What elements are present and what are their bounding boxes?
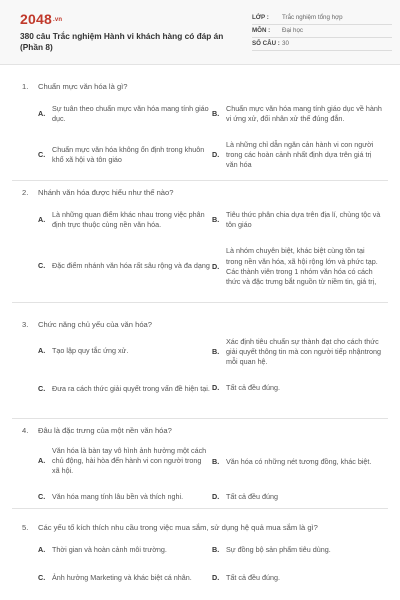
question-text: Đâu là đặc trưng của một nền văn hóa? bbox=[38, 426, 172, 435]
question-divider bbox=[12, 508, 388, 509]
option-text: Tiêu thức phân chia dựa trên địa lí, chủng tộc và tôn giáo bbox=[226, 209, 381, 229]
option-text: Thời gian và hoàn cảnh môi trường. bbox=[52, 544, 167, 554]
option-text: Tất cả đều đúng. bbox=[226, 572, 280, 582]
option-d[interactable] bbox=[212, 137, 382, 173]
option-text: Là nhóm chuyên biệt, khác biệt cùng tồn tại trong nền văn hóa, xã hội rộng lớn và phức tạp. Các thành viên trong 1 nhóm văn hóa có cách thức và đặc trưng bắt nguồn từ niềm tin, giá trị, bbox=[226, 246, 378, 287]
option-letter: C. bbox=[38, 572, 46, 582]
option-a[interactable] bbox=[38, 344, 210, 358]
question-number: 4. bbox=[22, 426, 29, 435]
option-d[interactable] bbox=[212, 240, 382, 294]
question-divider bbox=[12, 180, 388, 181]
option-c[interactable] bbox=[38, 252, 210, 280]
option-text: Chuẩn mực văn hóa không ổn định trong khuôn khổ xã hội và tôn giáo bbox=[52, 144, 205, 164]
question-number: 2. bbox=[22, 188, 29, 197]
meta-row-class bbox=[252, 12, 392, 25]
question-number: 5. bbox=[22, 523, 29, 532]
meta-key: LỚP : bbox=[252, 14, 269, 21]
option-a[interactable] bbox=[38, 206, 210, 234]
option-letter: D. bbox=[212, 149, 220, 159]
option-text: Văn hóa có những nét tương đồng, khác biệt. bbox=[226, 456, 372, 466]
option-text: Văn hóa mang tính lâu bền và thích nghi. bbox=[52, 491, 184, 501]
option-a[interactable] bbox=[38, 100, 210, 128]
option-text: Chuẩn mực văn hóa mang tính giáo dục về hành vi ứng xử, đối nhân xử thế đúng đắn. bbox=[226, 103, 382, 123]
meta-value: 30 bbox=[282, 40, 289, 47]
option-letter: D. bbox=[212, 382, 220, 392]
option-d[interactable] bbox=[212, 490, 382, 504]
option-text: Tất cả đều đúng. bbox=[226, 382, 280, 392]
option-c[interactable] bbox=[38, 490, 210, 504]
meta-value: Đại học bbox=[282, 27, 303, 34]
option-letter: C. bbox=[38, 491, 46, 501]
option-a[interactable] bbox=[38, 444, 210, 478]
option-text: Văn hóa là bàn tay vô hình ảnh hưởng một cách chủ động, hài hòa đến hành vi con người trong xã hội. bbox=[52, 445, 207, 476]
document-header bbox=[0, 0, 400, 65]
meta-value: Trắc nghiệm tổng hợp bbox=[282, 14, 343, 21]
option-letter: B. bbox=[212, 108, 220, 118]
meta-row-count bbox=[252, 38, 392, 51]
option-text: Đặc điểm nhánh văn hóa rất sâu rộng và đa dạng bbox=[52, 260, 210, 270]
option-a[interactable] bbox=[38, 543, 210, 557]
option-letter: A. bbox=[38, 544, 46, 554]
option-text: Sự tuân theo chuẩn mực văn hóa mang tính giáo dục. bbox=[52, 103, 209, 123]
option-text: Sự đồng bộ sản phẩm tiêu dùng. bbox=[226, 544, 331, 554]
logo-domain: .vn bbox=[52, 17, 63, 24]
option-text: Là những chỉ dẫn ngăn cản hành vi con người trong các hoàn cảnh nhất định dựa trên giá trị văn hóa bbox=[226, 139, 374, 170]
option-text: Ảnh hưởng Marketing và khác biệt cá nhân. bbox=[52, 572, 192, 582]
question-text: Các yếu tố kích thích nhu cầu trong việc mua sắm, sử dụng hệ quả mua sắm là gì? bbox=[38, 523, 318, 532]
document-title: 380 câu Trắc nghiệm Hành vi khách hàng có đáp án (Phần 8) bbox=[20, 31, 224, 52]
option-c[interactable] bbox=[38, 375, 210, 403]
question-number: 3. bbox=[22, 320, 29, 329]
option-letter: C. bbox=[38, 149, 46, 159]
option-c[interactable] bbox=[38, 139, 210, 171]
option-letter: B. bbox=[212, 544, 220, 554]
option-letter: D. bbox=[212, 261, 220, 271]
option-text: Đưa ra cách thức giải quyết trong vấn đề hiện tại. bbox=[52, 383, 210, 393]
option-letter: A. bbox=[38, 108, 46, 118]
option-text: Tất cả đều đúng bbox=[226, 491, 278, 501]
option-letter: D. bbox=[212, 572, 220, 582]
question-text: Chuẩn mực văn hóa là gì? bbox=[38, 82, 128, 91]
question-list bbox=[0, 64, 400, 600]
site-logo[interactable] bbox=[20, 11, 62, 28]
option-letter: A. bbox=[38, 455, 46, 465]
option-letter: B. bbox=[212, 214, 220, 224]
option-letter: B. bbox=[212, 456, 220, 466]
question-text: Nhánh văn hóa được hiểu như thế nào? bbox=[38, 188, 174, 197]
option-letter: B. bbox=[212, 346, 220, 356]
option-text: Xác định tiêu chuẩn sự thành đạt cho cách thức giải quyết thông tin mà con người tiếp nhậntrong mỗi quan hệ. bbox=[226, 336, 381, 367]
question-text: Chức năng chủ yếu của văn hóa? bbox=[38, 320, 153, 329]
document-meta bbox=[252, 12, 392, 51]
logo-text: 2048 bbox=[20, 11, 52, 27]
option-letter: A. bbox=[38, 214, 46, 224]
option-d[interactable] bbox=[212, 381, 382, 395]
option-letter: C. bbox=[38, 383, 46, 393]
question-divider bbox=[12, 418, 388, 419]
option-b[interactable] bbox=[212, 336, 382, 368]
option-letter: A. bbox=[38, 345, 46, 355]
question-number: 1. bbox=[22, 82, 29, 91]
option-letter: C. bbox=[38, 260, 46, 270]
option-b[interactable] bbox=[212, 543, 382, 557]
option-text: Tạo lập quy tắc ứng xử. bbox=[52, 345, 129, 355]
meta-row-subject bbox=[252, 25, 392, 38]
option-b[interactable] bbox=[212, 100, 382, 128]
option-b[interactable] bbox=[212, 206, 382, 234]
option-b[interactable] bbox=[212, 450, 382, 474]
option-c[interactable] bbox=[38, 565, 210, 591]
meta-key: SỐ CÂU : bbox=[252, 40, 280, 47]
option-d[interactable] bbox=[212, 571, 382, 585]
question-divider bbox=[12, 302, 388, 303]
option-text: Là những quan điểm khác nhau trong việc phân định trực thuộc cùng nền văn hóa. bbox=[52, 209, 205, 229]
option-letter: D. bbox=[212, 491, 220, 501]
meta-key: MÔN : bbox=[252, 27, 271, 34]
